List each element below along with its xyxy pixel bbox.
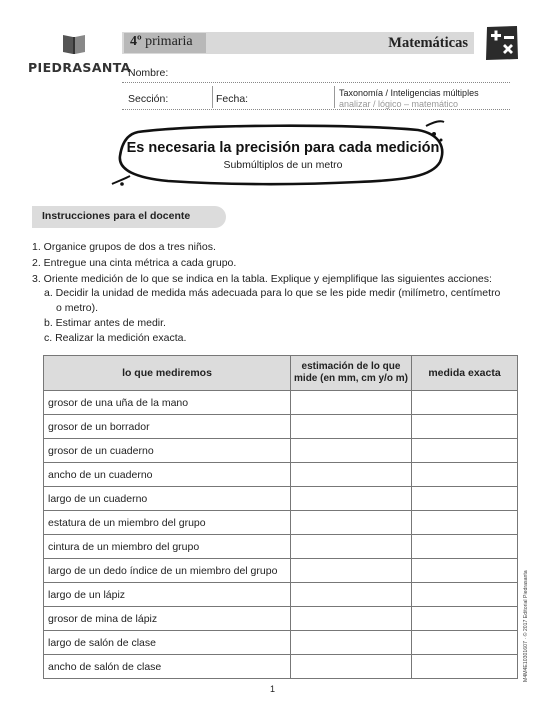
column-header-item: lo que mediremos [44, 356, 291, 391]
estimate-cell[interactable] [291, 655, 412, 679]
copyright-side-text [520, 552, 530, 682]
table-row [44, 559, 518, 583]
estimate-cell[interactable] [291, 391, 412, 415]
date-label: Fecha: [216, 93, 249, 105]
taxonomy-values: analizar / lógico – matemático [339, 99, 459, 109]
page-number: 1 [270, 684, 276, 694]
table-row [44, 391, 518, 415]
estimate-cell[interactable] [291, 631, 412, 655]
logo-book-icon [62, 33, 86, 55]
exact-cell[interactable] [412, 631, 518, 655]
column-header-exact: medida exacta [412, 356, 518, 391]
section-field[interactable] [122, 109, 510, 110]
table-row [44, 463, 518, 487]
exact-cell[interactable] [412, 655, 518, 679]
row-label: largo de un cuaderno [44, 487, 291, 511]
instruction-item: 1. Organice grupos de dos a tres niños. [32, 241, 216, 253]
table-row [44, 583, 518, 607]
row-label: largo de un lápiz [44, 583, 291, 607]
table-row [44, 439, 518, 463]
estimate-cell[interactable] [291, 559, 412, 583]
table-row [44, 535, 518, 559]
estimate-cell[interactable] [291, 535, 412, 559]
row-label: grosor de un borrador [44, 415, 291, 439]
estimate-cell[interactable] [291, 607, 412, 631]
estimate-cell[interactable] [291, 415, 412, 439]
row-label: estatura de un miembro del grupo [44, 511, 291, 535]
math-operations-icon [484, 24, 520, 62]
row-label: cintura de un miembro del grupo [44, 535, 291, 559]
estimate-cell[interactable] [291, 463, 412, 487]
exact-cell[interactable] [412, 511, 518, 535]
instruction-subitem: a. Decidir la unidad de medida más adecuada para lo que se les pide medir (milímetro, centímetro [44, 287, 501, 299]
publisher-logo: PIEDRASANTA [28, 60, 131, 75]
instruction-subitem: b. Estimar antes de medir. [44, 317, 166, 329]
table-row [44, 511, 518, 535]
estimate-cell[interactable] [291, 583, 412, 607]
instruction-item: 3. Oriente medición de lo que se indica en la tabla. Explique y ejemplifique las siguientes acciones: [32, 273, 492, 285]
exact-cell[interactable] [412, 583, 518, 607]
row-label: ancho de salón de clase [44, 655, 291, 679]
instruction-subitem: c. Realizar la medición exacta. [44, 332, 187, 344]
exact-cell[interactable] [412, 535, 518, 559]
field-divider [212, 86, 213, 108]
row-label: grosor de un cuaderno [44, 439, 291, 463]
exact-cell[interactable] [412, 415, 518, 439]
estimate-cell[interactable] [291, 439, 412, 463]
name-label: Nombre: [128, 67, 169, 79]
exact-cell[interactable] [412, 607, 518, 631]
column-header-estimate: estimación de lo que mide (en mm, cm y/o m) [291, 356, 412, 391]
exact-cell[interactable] [412, 463, 518, 487]
name-field[interactable] [122, 82, 510, 83]
table-row [44, 487, 518, 511]
instructions-heading: Instrucciones para el docente [42, 210, 191, 222]
instruction-item: 2. Entregue una cinta métrica a cada grupo. [32, 257, 237, 269]
copyright-text: M4M4E10301607 · © 2017 Editorial Piedrasanta [523, 570, 529, 682]
table-header-row [44, 356, 518, 391]
row-label: ancho de un cuaderno [44, 463, 291, 487]
grade-label: 4º primaria [130, 34, 193, 49]
subject-title: Matemáticas [388, 35, 468, 51]
taxonomy-label: Taxonomía / Inteligencias múltiples [339, 88, 479, 98]
table-row [44, 607, 518, 631]
page-subtitle: Submúltiplos de un metro [223, 159, 343, 171]
measurement-table [43, 355, 518, 679]
row-label: largo de salón de clase [44, 631, 291, 655]
table-row [44, 415, 518, 439]
exact-cell[interactable] [412, 559, 518, 583]
table-row [44, 655, 518, 679]
exact-cell[interactable] [412, 439, 518, 463]
estimate-cell[interactable] [291, 487, 412, 511]
field-divider [334, 86, 335, 108]
exact-cell[interactable] [412, 487, 518, 511]
estimate-cell[interactable] [291, 511, 412, 535]
row-label: grosor de una uña de la mano [44, 391, 291, 415]
row-label: grosor de mina de lápiz [44, 607, 291, 631]
section-label: Sección: [128, 93, 169, 105]
instruction-subitem: o metro). [56, 302, 99, 314]
table-row [44, 631, 518, 655]
row-label: largo de un dedo índice de un miembro del grupo [44, 559, 291, 583]
exact-cell[interactable] [412, 391, 518, 415]
page-title: Es necesaria la precisión para cada medición [126, 140, 440, 156]
